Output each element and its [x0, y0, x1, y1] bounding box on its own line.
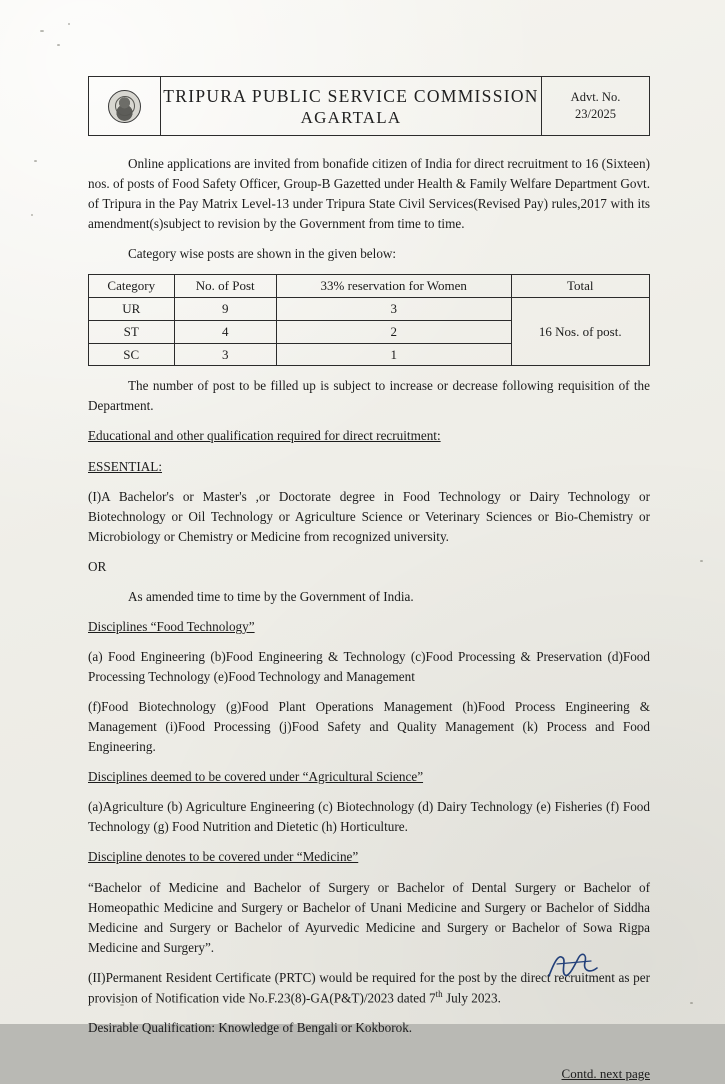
amended-text: As amended time to time by the Government of India. [128, 588, 414, 604]
scan-speck [40, 30, 44, 32]
or-text: OR [88, 558, 107, 574]
cell-posts: 9 [174, 298, 276, 321]
scan-speck [31, 214, 33, 216]
column-header-no-of-post: No. of Post [174, 275, 276, 298]
cell-women: 1 [276, 343, 511, 366]
advt-label: Advt. No. [570, 90, 621, 105]
essential-heading: ESSENTIAL: [88, 458, 162, 474]
organisation-name: TRIPURA PUBLIC SERVICE COMMISSION [163, 86, 539, 106]
desirable-qualification: Desirable Qualification: Knowledge of Bengali or Kokborok. [88, 1020, 413, 1036]
advertisement-number-box [541, 77, 649, 135]
cell-category: ST [89, 320, 175, 343]
cell-posts: 4 [174, 320, 276, 343]
scan-speck [34, 160, 37, 162]
intro-paragraph: Online applications are invited from bonafide citizen of India for direct recruitment to 16 (Sixteen) nos. of posts of Food Safety Officer, Group-B Gazetted under Health & Family Welfare Department Govt. of Tripura in the Pay Matrix Level-13 under Tripura State Civil Services(Revised Pay) rules,2017 with its amendment(s)subject to revision by the Government from time to time. [88, 156, 650, 232]
advt-number: 23/2025 [575, 107, 616, 121]
table-row [89, 298, 650, 321]
continued-note-text: Contd. next page [561, 1066, 650, 1082]
scan-speck [700, 560, 703, 562]
cell-women: 3 [276, 298, 511, 321]
document-body [88, 154, 650, 1084]
scan-speck [68, 23, 70, 25]
essential-paragraph: (I)A Bachelor's or Master's ,or Doctorate degree in Food Technology or Dairy Technology or Biotechnology or Oil Technology or Agriculture Science or Veterinary Sciences or Bio-Chemistry or Microbiology or Chemistry or Medicine from recognized university. [88, 488, 650, 544]
organisation-city: AGARTALA [300, 108, 402, 127]
continued-note [88, 1064, 650, 1084]
prtc-text-start: (II)Permanent Resident Certificate (PRTC) would be required for the post by the direct recruitment as per provision of Notification vide No.F.23(8)-GA(P&T)/2023 dated 7 [88, 969, 650, 1006]
cell-total: 16 Nos. of post. [511, 298, 649, 366]
table-header-row [89, 275, 650, 298]
cell-women: 2 [276, 320, 511, 343]
food-technology-list-2: (f)Food Biotechnology (g)Food Plant Operations Management (h)Food Process Engineering & Management (i)Food Processing (j)Food Safety and Quality Management (k) Process and Food Engineering. [88, 699, 650, 755]
medicine-paragraph: “Bachelor of Medicine and Bachelor of Surgery or Bachelor of Dental Surgery or Bachelor of Homeopathic Medicine and Surgery or Bachelor of Unani Medicine and Surgery or Bachelor of Siddha Medicine and Surgery or Bachelor of Ayurvedic Medicine and Surgery or Bachelor of Sowa Rigpa Medicine and Surgery”. [88, 879, 650, 955]
food-technology-list-1: (a) Food Engineering (b)Food Engineering & Technology (c)Food Processing & Preservation (d)Food Processing Technology (e)Food Technology and Management [88, 648, 650, 684]
category-intro: Category wise posts are shown in the given below: [128, 246, 397, 262]
document-masthead [88, 76, 650, 136]
cell-posts: 3 [174, 343, 276, 366]
medicine-heading: Discipline denotes to be covered under “Medicine” [88, 849, 359, 865]
prtc-paragraph [88, 968, 650, 1009]
document-content [88, 76, 650, 1084]
tripura-state-emblem-icon [108, 90, 141, 123]
food-technology-heading: Disciplines “Food Technology” [88, 618, 255, 634]
organisation-title [161, 77, 541, 135]
prtc-text-end: July 2023. [442, 990, 501, 1006]
scan-speck [57, 44, 60, 46]
crest-cell [89, 77, 161, 135]
after-table-paragraph: The number of post to be filled up is subject to increase or decrease following requisition of the Department. [88, 378, 650, 414]
post-distribution-table [88, 274, 650, 366]
agricultural-science-list: (a)Agriculture (b) Agriculture Engineering (c) Biotechnology (d) Dairy Technology (e) Fisheries (f) Food Technology (g) Food Nutrition and Dietetic (h) Horticulture. [88, 799, 650, 835]
scan-speck [690, 1002, 693, 1004]
cell-category: SC [89, 343, 175, 366]
prtc-date-suffix: th [435, 988, 443, 999]
cell-category: UR [89, 298, 175, 321]
column-header-category: Category [89, 275, 175, 298]
agricultural-science-heading: Disciplines deemed to be covered under “Agricultural Science” [88, 769, 424, 785]
column-header-total: Total [511, 275, 649, 298]
qualification-heading: Educational and other qualification required for direct recruitment: [88, 428, 441, 444]
column-header-women-reservation: 33% reservation for Women [276, 275, 511, 298]
